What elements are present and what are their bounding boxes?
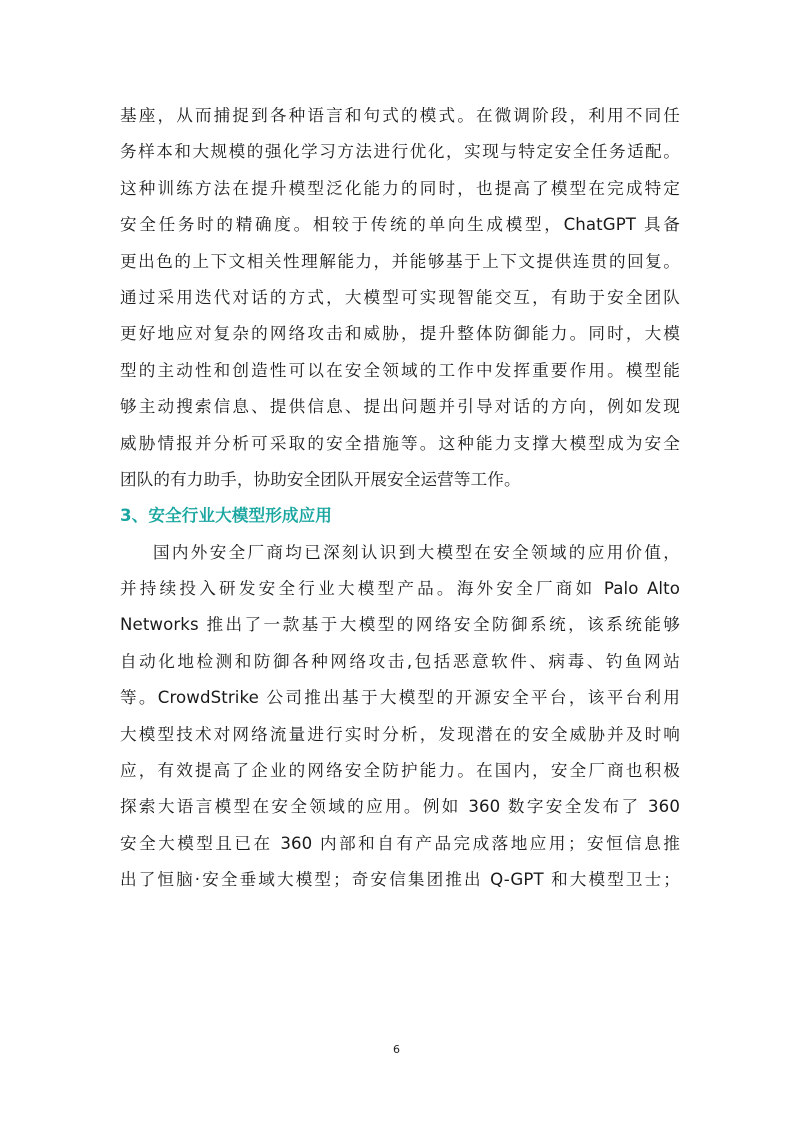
text-line: 更好地应对复杂的网络攻击和威胁，提升整体防御能力。同时，大模 [120,324,680,344]
text-line: 这种训练方法在提升模型泛化能力的同时，也提高了模型在完成特定 [120,178,680,198]
text-line: 更出色的上下文相关性理解能力，并能够基于上下文提供连贯的回复。 [120,251,680,271]
text-line: 安全任务时的精确度。相较于传统的单向生成模型，ChatGPT 具备 [120,215,680,235]
text-line: 威胁情报并分析可采取的安全措施等。这种能力支撑大模型成为安全 [120,433,680,453]
body-text [120,98,680,899]
text-line: 等。CrowdStrike 公司推出基于大模型的开源安全平台，该平台利用 [120,688,680,708]
text-line: 自动化地检测和防御各种网络攻击,包括恶意软件、病毒、钓鱼网站 [120,651,680,671]
text-line: 应，有效提高了企业的网络安全防护能力。在国内，安全厂商也积极 [120,761,680,781]
text-line: 基座，从而捕捉到各种语言和句式的模式。在微调阶段，利用不同任 [120,106,680,125]
text-line: 务样本和大规模的强化学习方法进行优化，实现与特定安全任务适配。 [120,142,680,162]
text-line: 国内外安全厂商均已深刻认识到大模型在安全领域的应用价值， [153,542,680,562]
text-line: 大模型技术对网络流量进行实时分析，发现潜在的安全威胁并及时响 [120,724,680,744]
text-line: 型的主动性和创造性可以在安全领域的工作中发挥重要作用。模型能 [120,360,680,380]
text-line: Networks 推出了一款基于大模型的网络安全防御系统，该系统能够 [120,615,680,635]
paragraph-applications [120,535,680,899]
text-line: 够主动搜索信息、提供信息、提出问题并引导对话的方向，例如发现 [120,397,680,417]
paragraph-continuation [120,98,680,498]
page-number: 6 [393,1043,400,1056]
text-line: 探索大语言模型在安全领域的应用。例如 360 数字安全发布了 360 [120,797,680,817]
text-line: 并持续投入研发安全行业大模型产品。海外安全厂商如 Palo Alto [120,579,680,599]
text-line: 通过采用迭代对话的方式，大模型可实现智能交互，有助于安全团队 [120,287,680,307]
text-line: 团队的有力助手，协助安全团队开展安全运营等工作。 [120,469,521,489]
section-heading: 3、安全行业大模型形成应用 [120,506,332,526]
text-line: 安全大模型且已在 360 内部和自有产品完成落地应用；安恒信息推 [120,833,680,853]
text-line: 出了恒脑·安全垂域大模型；奇安信集团推出 Q-GPT 和大模型卫士； [120,870,680,890]
